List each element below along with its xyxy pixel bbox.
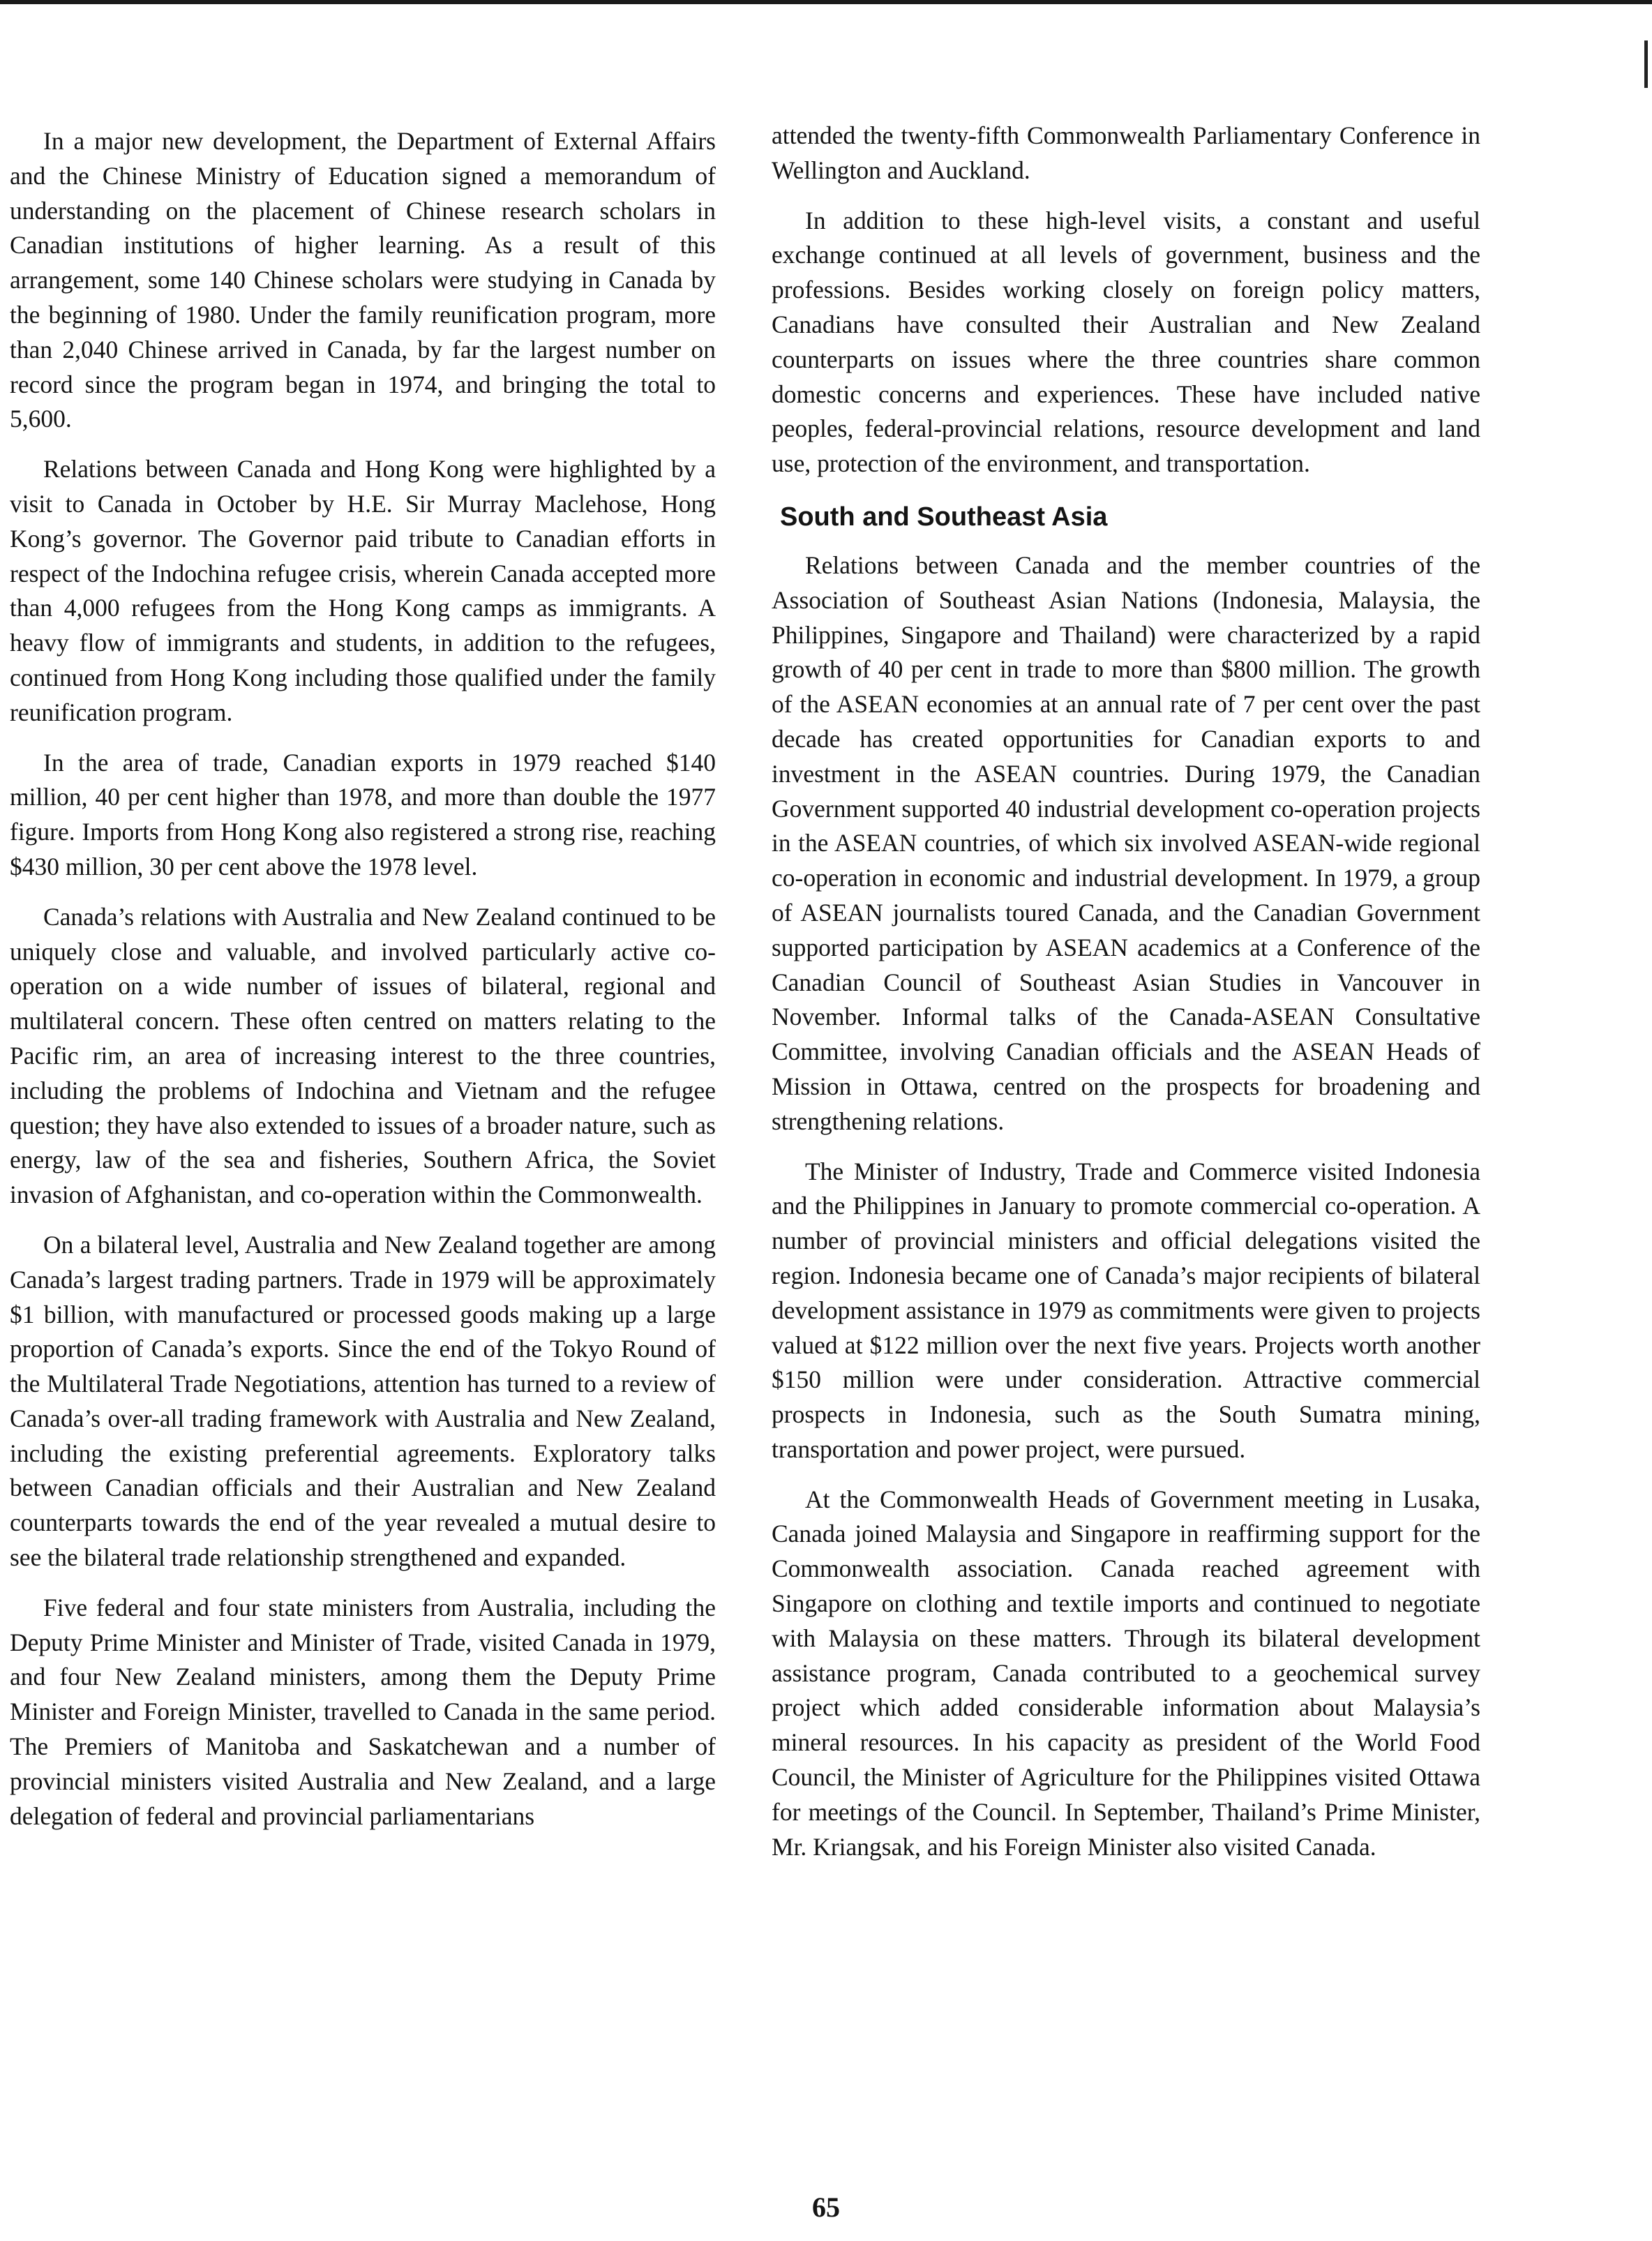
- paragraph-malaysia-singapore-thailand: At the Commonwealth Heads of Government meeting in Lusaka, Canada joined Malaysia and Singapore in reaffirming support for the Commonwealth association. Canada reached agreement with Singapore on clothing and textile imports and continued to negotiate with Malaysia on these matters. Through its bilateral development assistance program, Canada contributed to a geochemical survey project which added considerable information about Malaysia’s mineral resources. In his capacity as president of the World Food Council, the Minister of Agriculture for the Philippines visited Ottawa for meetings of the Council. In September, Thailand’s Prime Minister, Mr. Kriangsak, and his Foreign Minister also visited Canada.: [772, 1485, 1480, 1861]
- paragraph-hong-kong-trade: In the area of trade, Canadian exports in 1979 reached $140 million, 40 per cent higher than 1978, and more than double the 1977 figure. Imports from Hong Kong also registered a strong rise, reaching $430 million, 30 per cent above the 1978 level.: [10, 748, 716, 880]
- paragraph-indonesia-philippines: The Minister of Industry, Trade and Commerce visited Indonesia and the Philippines in January to promote commercial co-operation. A number of provincial ministers and official delegations visited the region. Indonesia became one of Canada’s major recipients of bilateral development assistance in 1979 as commitments were given to projects valued at $122 million over the next five years. Projects worth another $150 million were under consideration. Attractive commercial prospects in Indonesia, such as the South Sumatra mining, transportation and power project, were pursued.: [772, 1157, 1480, 1463]
- paragraph-chinese-scholars: In a major new development, the Department of External Affairs and the Chinese Ministry of Education signed a memorandum of understanding on the placement of Chinese research scholars in Canadian institutions of higher learning. As a result of this arrangement, some 140 Chinese scholars were studying in Canada by the beginning of 1980. Under the family reunification program, more than 2,040 Chinese arrived in Canada, by far the largest number on record since the program began in 1974, and bringing the total to 5,600.: [10, 127, 716, 433]
- top-border-rule: [0, 0, 1652, 4]
- left-column: [10, 124, 716, 1849]
- paragraph-continuation: attended the twenty-fifth Commonwealth Parliamentary Conference in Wellington and Auckland.: [772, 121, 1480, 184]
- paragraph-asean-relations: Relations between Canada and the member countries of the Association of Southeast Asian Nations (Indonesia, Malaysia, the Philippines, Singapore and Thailand) were characterized by a rapid growth of 40 per cent in trade to more than $800 million. The growth of the ASEAN economies at an annual rate of 7 per cent over the past decade has created opportunities for Canadian exports to and investment in the ASEAN countries. During 1979, the Canadian Government supported 40 industrial development co-operation projects in the ASEAN countries, of which six involved ASEAN-wide regional co-operation in economic and industrial development. In 1979, a group of ASEAN journalists toured Canada, and the Canadian Government supported participation by ASEAN academics at a Conference of the Canadian Council of Southeast Asian Studies in Vancouver in November. Informal talks of the Canada-ASEAN Consultative Committee, involving Canadian officials and the ASEAN Heads of Mission in Ottawa, centred on the prospects for broadening and strengthening relations.: [772, 550, 1480, 1135]
- paragraph-hong-kong-relations: Relations between Canada and Hong Kong were highlighted by a visit to Canada in October by H.E. Sir Murray Maclehose, Hong Kong’s governor. The Governor paid tribute to Canadian efforts in respect of the Indochina refugee crisis, wherein Canada accepted more than 4,000 refugees from the Hong Kong camps as immigrants. A heavy flow of immigrants and students, in addition to the refugees, continued from Hong Kong including those qualified under the family reunification program.: [10, 455, 716, 726]
- right-column: [772, 119, 1480, 1880]
- paragraph-australia-new-zealand-relations: Canada’s relations with Australia and New Zealand continued to be uniquely close and valuable, and involved particularly active co-operation on a wide number of issues of bilateral, regional and multilateral concern. These often centred on matters relating to the Pacific rim, an area of increasing interest to the three countries, including the problems of Indochina and Vietnam and the refugee question; they have also extended to issues of a broader nature, such as energy, law of the sea and fisheries, Southern Africa, the Soviet invasion of Afghanistan, and co-operation within the Commonwealth.: [10, 902, 716, 1209]
- section-heading: South and Southeast Asia: [780, 502, 1108, 532]
- paragraph-ministerial-visits: Five federal and four state ministers from Australia, including the Deputy Prime Minister and Minister of Trade, visited Canada in 1979, and four New Zealand ministers, among them the Deputy Prime Minister and Foreign Minister, travelled to Canada in the same period. The Premiers of Manitoba and Saskatchewan and a number of provincial ministers visited Australia and New Zealand, and a large delegation of federal and provincial parliamentarians: [10, 1593, 716, 1830]
- paragraph-bilateral-trade: On a bilateral level, Australia and New Zealand together are among Canada’s largest trading partners. Trade in 1979 will be approximately $1 billion, with manufactured or processed goods making up a large proportion of Canada’s exports. Since the end of the Tokyo Round of the Multilateral Trade Negotiations, attention has turned to a review of Canada’s over-all trading framework with Australia and New Zealand, including the existing preferential agreements. Exploratory talks between Canadian officials and their Australian and New Zealand counterparts towards the end of the year revealed a mutual desire to see the bilateral trade relationship strengthened and expanded.: [10, 1230, 716, 1572]
- page-number: 65: [812, 2191, 840, 2223]
- scan-edge-mark: [1644, 40, 1648, 88]
- paragraph-high-level-exchange: In addition to these high-level visits, a constant and useful exchange continued at all levels of government, business and the professions. Besides working closely on foreign policy matters, Canadians have consulted their Australian and New Zealand counterparts on issues where the three countries share common domestic concerns and experiences. These have included native peoples, federal-provincial relations, resource development and land use, protection of the environment, and transportation.: [772, 206, 1480, 478]
